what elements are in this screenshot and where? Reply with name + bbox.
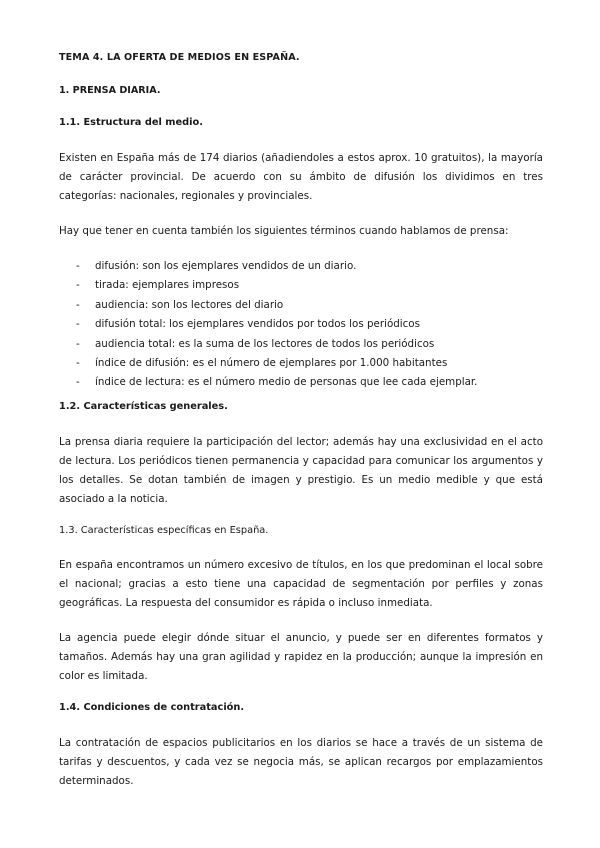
paragraph: Existen en España más de 174 diarios (añadiendoles a estos aprox. 10 gratuitos), la mayoría de carácter provincial. De acuerdo con su ámbito de difusión los dividimos en tres categorías: nacionales, regionales y provinciales. bbox=[59, 152, 543, 202]
subsection-heading-estructura: 1.1. Estructura del medio. bbox=[59, 117, 203, 128]
paragraph: La contratación de espacios publicitarios en los diarios se hace a través de un sistema de tarifas y descuentos, y cada vez se negocia más, se aplican recargos por emplazamientos determinados. bbox=[59, 736, 543, 787]
list-item: - tirada: ejemplares impresos bbox=[76, 279, 240, 292]
list-item: - índice de lectura: es el número medio de personas que lee cada ejemplar. bbox=[76, 376, 478, 389]
list-item: - índice de difusión: es el número de ejemplares por 1.000 habitantes bbox=[76, 357, 448, 370]
paragraph: La agencia puede elegir dónde situar el anuncio, y puede ser en diferentes formatos y tamaños. Además hay una gran agilidad y rapidez en la producción; aunque la impresión en color es limitada. bbox=[59, 631, 543, 682]
list-item: - audiencia total: es la suma de los lectores de todos los periódicos bbox=[76, 337, 435, 350]
document-body bbox=[59, 52, 543, 807]
paragraph: La prensa diaria requiere la participación del lector; además hay una exclusividad en el acto de lectura. Los periódicos tienen permanencia y capacidad para comunicar los argumentos y los detalles. Se dotan también de imagen y prestigio. Es un medio medible y que está asociado a la noticia. bbox=[59, 435, 543, 505]
list-item: - difusión total: los ejemplares vendidos por todos los periódicos bbox=[76, 318, 420, 331]
subsection-heading-condiciones-contratacion: 1.4. Condiciones de contratación. bbox=[59, 701, 245, 713]
paragraph: En españa encontramos un número excesivo de títulos, en los que predominan el local sobre el nacional; gracias a esto tiene una capacidad de segmentación por perfiles y zonas geográficas. La respuesta del consumidor es rápida o incluso inmediata. bbox=[59, 558, 543, 609]
list-item: - difusión: son los ejemplares vendidos de un diario. bbox=[76, 260, 357, 272]
subsection-heading-caracteristicas-generales: 1.2. Características generales. bbox=[59, 400, 228, 412]
list-item: - audiencia: son los lectores del diario bbox=[76, 298, 284, 311]
terms-list bbox=[59, 257, 543, 393]
subsection-heading-caracteristicas-especificas: 1.3. Características específicas en España. bbox=[59, 524, 269, 536]
paragraph: Hay que tener en cuenta también los siguientes términos cuando hablamos de prensa: bbox=[59, 225, 509, 237]
section-heading-prensa-diaria: 1. PRENSA DIARIA. bbox=[59, 85, 161, 96]
document-title: TEMA 4. LA OFERTA DE MEDIOS EN ESPAÑA. bbox=[59, 52, 300, 63]
